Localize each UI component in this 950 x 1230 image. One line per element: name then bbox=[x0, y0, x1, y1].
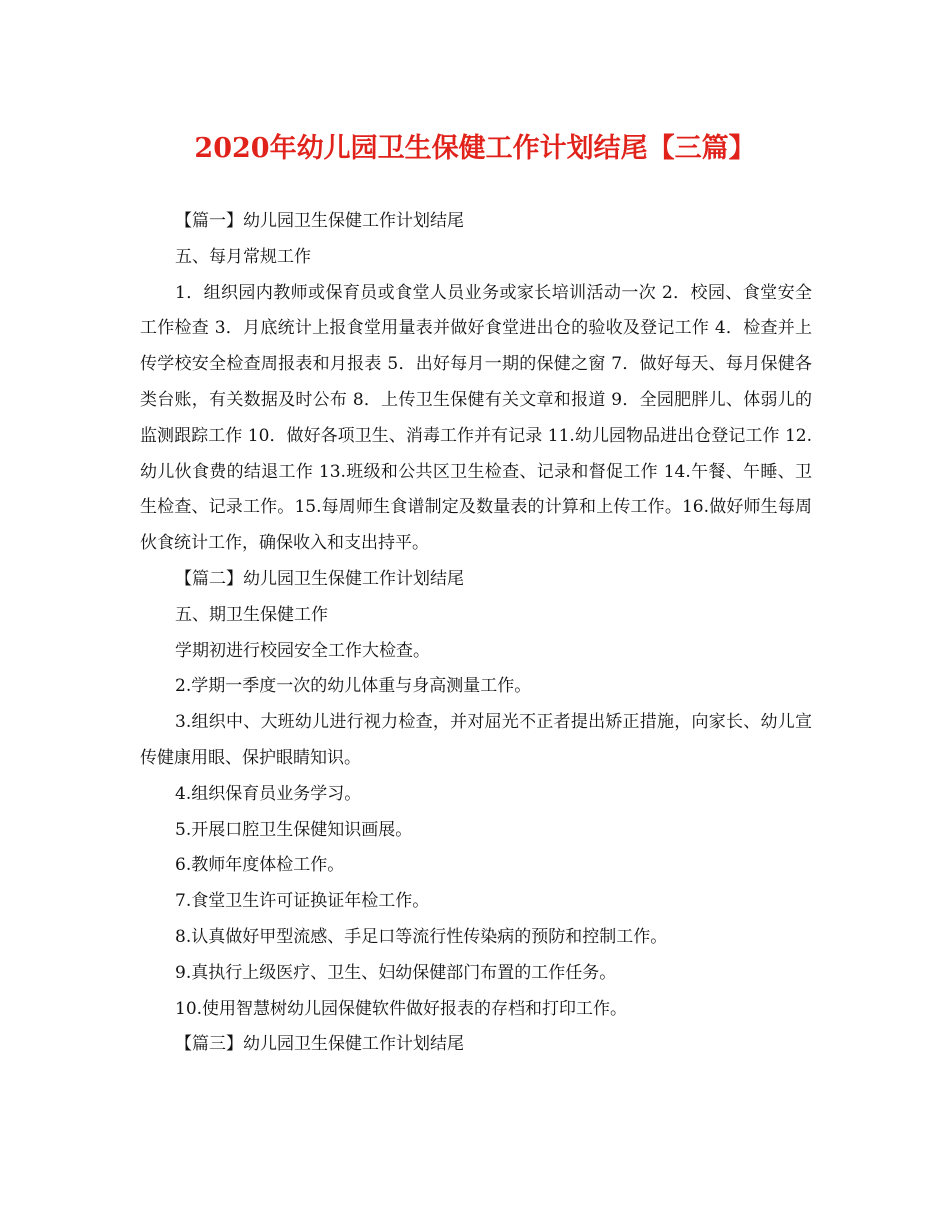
document-title: 2020年幼儿园卫生保健工作计划结尾【三篇】 bbox=[194, 133, 756, 164]
subsection-heading-monthly-work: 五、每月常规工作 bbox=[175, 246, 311, 267]
monthly-work-list: 1．组织园内教师或保育员或食堂人员业务或家长培训活动一次 2．校园、食堂安全工作检查 3．月底统计上报食堂用量表并做好食堂进出仓的验收及登记工作 4．检查并上传学校安全检查周报表和月报表 5．出好每月一期的保健之窗 7．做好每天、每月保健各类台账，有关数据及时公布 8．上传卫生保健有关文章和报道 9．全园肥胖儿、体弱儿的监测跟踪工作 10．做好各项卫生、消毒工作并有记录 11.幼儿园物品进出仓登记工作 12.幼儿伙食费的结退工作 13.班级和公共区卫生检查、记录和督促工作 14.午餐、午睡、卫生检查、记录工作。15.每周师生食谱制定及数量表的计算和上传工作。16.做好师生每周伙食统计工作，确保收入和支出持平。 bbox=[140, 282, 812, 554]
document-body bbox=[140, 204, 812, 1063]
term-work-item-2: 2.学期一季度一次的幼儿体重与身高测量工作。 bbox=[175, 676, 532, 697]
term-work-item-6: 6.教师年度体检工作。 bbox=[175, 855, 345, 876]
term-work-item-7: 7.食堂卫生许可证换证年检工作。 bbox=[175, 891, 430, 912]
section-heading-2: 【篇二】幼儿园卫生保健工作计划结尾 bbox=[175, 568, 464, 589]
section-heading-3: 【篇三】幼儿园卫生保健工作计划结尾 bbox=[175, 1034, 464, 1055]
term-work-item-9: 9.真执行上级医疗、卫生、妇幼保健部门布置的工作任务。 bbox=[175, 962, 617, 983]
term-work-item-3: 3.组织中、大班幼儿进行视力检查，并对屈光不正者提出矫正措施，向家长、幼儿宣传健康用眼、保护眼睛知识。 bbox=[140, 712, 812, 768]
subsection-heading-term-work: 五、期卫生保健工作 bbox=[175, 604, 328, 625]
term-work-item-10: 10.使用智慧树幼儿园保健软件做好报表的存档和打印工作。 bbox=[175, 998, 628, 1019]
term-work-item-1: 学期初进行校园安全工作大检查。 bbox=[175, 640, 430, 661]
section-heading-1: 【篇一】幼儿园卫生保健工作计划结尾 bbox=[175, 211, 464, 231]
term-work-item-5: 5.开展口腔卫生保健知识画展。 bbox=[175, 819, 413, 840]
term-work-item-4: 4.组织保育员业务学习。 bbox=[175, 783, 362, 804]
term-work-item-8: 8.认真做好甲型流感、手足口等流行性传染病的预防和控制工作。 bbox=[175, 926, 668, 947]
